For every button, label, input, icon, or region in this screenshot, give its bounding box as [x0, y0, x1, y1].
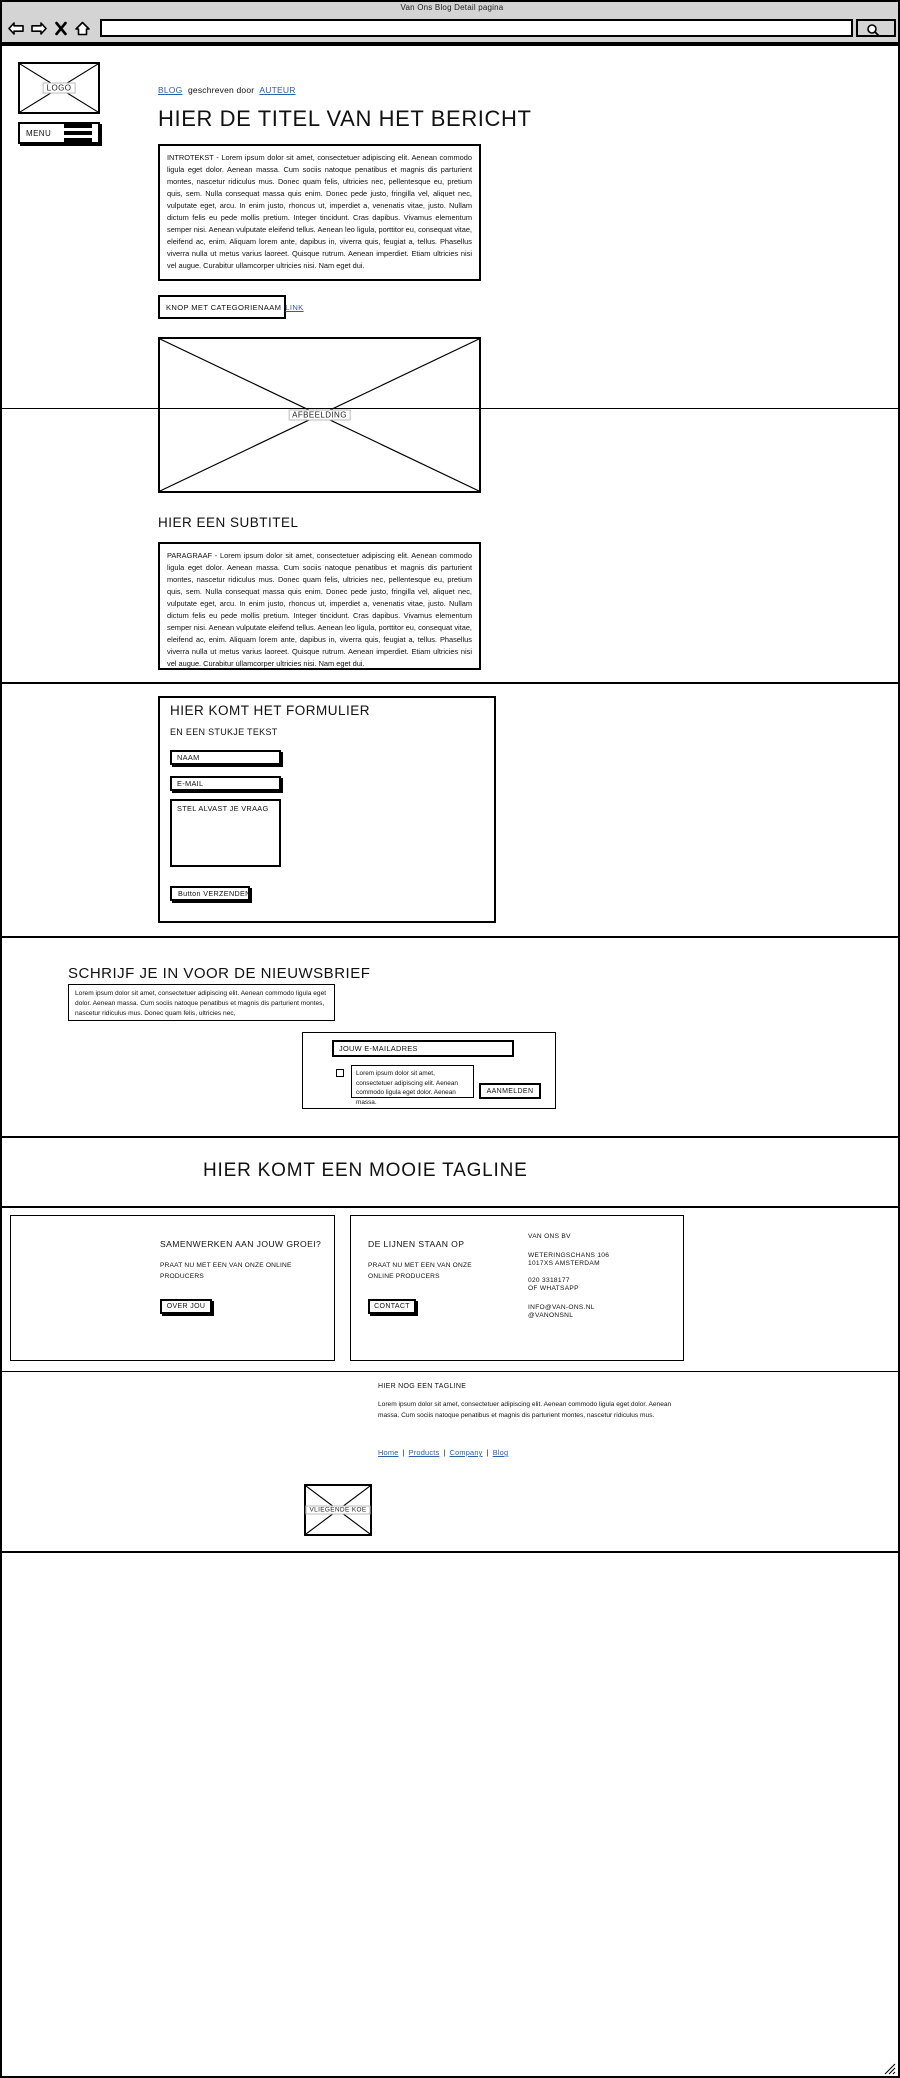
footer-body: Lorem ipsum dolor sit amet, consectetuer adipiscing elit. Aenean commodo ligula eget dolor. Aenean massa. Cum sociis natoque penatibus et magnis dis parturient montes, nascetur ridiculus mus.	[378, 1401, 672, 1419]
cta-left-title: SAMENWERKEN AAN JOUW GROEI?	[160, 1239, 322, 1249]
breadcrumb-blog-link[interactable]: BLOG	[158, 85, 183, 95]
company-email[interactable]: INFO@VAN-ONS.NL	[528, 1304, 595, 1311]
company-address-line1: WETERINGSCHANS 106	[528, 1252, 610, 1259]
section-divider-7	[0, 1551, 900, 1553]
section-divider-4	[0, 1136, 900, 1138]
logo-label: LOGO	[43, 83, 76, 94]
name-input[interactable]	[170, 750, 281, 765]
company-address-line2: 1017XS AMSTERDAM	[528, 1260, 600, 1267]
newsletter-submit-label: AANMELDEN	[486, 1087, 534, 1095]
newsletter-consent-checkbox[interactable]	[336, 1069, 344, 1077]
article-subtitle: HIER EEN SUBTITEL	[158, 515, 299, 530]
newsletter-consent-box	[351, 1065, 474, 1106]
question-textarea[interactable]	[170, 799, 281, 867]
question-textarea-placeholder: STEL ALVAST JE VRAAG	[177, 804, 269, 813]
menu-button-label: MENU	[26, 128, 52, 138]
search-button[interactable]	[856, 19, 896, 37]
newsletter-email-input[interactable]	[332, 1040, 514, 1057]
footer-link-products[interactable]: Products	[408, 1448, 440, 1457]
newsletter-title: SCHRIJF JE IN VOOR DE NIEUWSBRIEF	[68, 965, 371, 982]
resize-grip-icon[interactable]	[884, 2063, 896, 2075]
article-image-label: AFBEELDING	[288, 410, 351, 421]
category-button-link[interactable]: LINK	[285, 302, 304, 312]
contact-button[interactable]	[368, 1299, 416, 1314]
hamburger-icon	[64, 121, 92, 145]
breadcrumb	[158, 85, 296, 95]
over-jou-button[interactable]	[160, 1299, 212, 1314]
company-whatsapp[interactable]: OF WHATSAPP	[528, 1285, 579, 1292]
paragraph-text-box	[158, 542, 481, 670]
email-input-placeholder: E-MAIL	[177, 779, 204, 788]
contact-button-label: CONTACT	[374, 1303, 410, 1310]
section-divider-1	[0, 408, 900, 409]
footer-link-separator: |	[486, 1448, 489, 1457]
section-divider-3	[0, 936, 900, 938]
cta-right-body: PRAAT NU MET EEN VAN ONZE ONLINE PRODUCERS	[368, 1262, 472, 1280]
back-arrow-icon[interactable]	[8, 20, 25, 37]
home-icon[interactable]	[74, 20, 91, 37]
menu-button[interactable]	[18, 122, 100, 144]
footer-link-separator: |	[402, 1448, 405, 1457]
footer-link-home[interactable]: Home	[378, 1448, 399, 1457]
cta-right-title: DE LIJNEN STAAN OP	[368, 1239, 465, 1249]
main-tagline: HIER KOMT EEN MOOIE TAGLINE	[203, 1160, 528, 1181]
mascot-placeholder[interactable]	[304, 1484, 372, 1536]
section-divider-6	[0, 1371, 900, 1372]
search-icon	[866, 23, 880, 37]
category-button[interactable]	[158, 295, 304, 319]
browser-toolbar	[8, 15, 896, 41]
intro-text-box	[158, 144, 481, 281]
company-social[interactable]: @VANONSNL	[528, 1312, 574, 1319]
breadcrumb-author-link[interactable]: AUTEUR	[259, 85, 296, 95]
mascot-label: VLIEGENDE KOE	[305, 1506, 370, 1515]
article-image-placeholder[interactable]	[158, 337, 481, 493]
form-subtitle: EN EEN STUKJE TEKST	[170, 727, 278, 737]
cta-left-body: PRAAT NU MET EEN VAN ONZE ONLINE PRODUCERS	[160, 1262, 292, 1280]
newsletter-intro-text: Lorem ipsum dolor sit amet, consectetuer adipiscing elit. Aenean commodo ligula eget dolor. Aenean massa. Cum sociis natoque penatibus et magnis dis parturient montes, nascetur ridiculus mus. Donec quam felis, ultricies nec,	[75, 990, 327, 1018]
breadcrumb-middle-text: geschreven door	[187, 85, 255, 95]
category-button-label: KNOP MET CATEGORIENAAM	[166, 302, 282, 312]
newsletter-intro-box	[68, 984, 335, 1021]
footer-link-separator: |	[443, 1448, 446, 1457]
section-divider-5	[0, 1206, 900, 1208]
footer-tagline-title: HIER NOG EEN TAGLINE	[378, 1383, 467, 1390]
form-title: HIER KOMT HET FORMULIER	[170, 703, 371, 718]
name-input-placeholder: NAAM	[177, 753, 200, 762]
newsletter-submit-button[interactable]	[479, 1083, 541, 1099]
section-divider-2	[0, 682, 900, 684]
cta-left-panel	[10, 1215, 335, 1361]
company-phone[interactable]: 020 3318177	[528, 1277, 570, 1284]
browser-chrome	[0, 0, 900, 44]
company-name: VAN ONS BV	[528, 1233, 571, 1240]
window-title: Van Ons Blog Detail pagina	[400, 3, 504, 12]
form-submit-button[interactable]	[170, 886, 250, 901]
close-icon[interactable]	[52, 20, 69, 37]
logo-placeholder[interactable]	[18, 62, 100, 114]
page-title: HIER DE TITEL VAN HET BERICHT	[158, 106, 532, 131]
newsletter-consent-text: Lorem ipsum dolor sit amet, consectetuer adipiscing elit. Aenean commodo ligula eget dolor. Aenean massa.	[356, 1070, 458, 1106]
intro-text: INTROTEKST - Lorem ipsum dolor sit amet, consectetuer adipiscing elit. Aenean commodo ligula eget dolor. Aenean massa. Cum sociis natoque penatibus et magnis dis parturient montes, nascetur ridiculus mus. Donec quam felis, ultricies nec, pellentesque eu, pretium quis, sem. Nulla consequat massa quis enim. Donec pede justo, fringilla vel, aliquet nec, vulputate eget, arcu. In enim justo, rhoncus ut, imperdiet a, venenatis vitae, justo. Nullam dictum felis eu pede mollis pretium. Integer tincidunt. Cras dapibus. Vivamus elementum semper nisi. Aenean vulputate eleifend tellus. Aenean leo ligula, porttitor eu, consequat vitae, eleifend ac, enim. Aliquam lorem ante, dapibus in, viverra quis, feugiat a, tellus. Phasellus viverra nulla ut metus varius laoreet. Quisque rutrum. Aenean imperdiet. Etiam ultricies nisi vel augue. Curabitur ullamcorper ultricies nisi. Nam eget dui.	[167, 153, 472, 270]
paragraph-text: PARAGRAAF - Lorem ipsum dolor sit amet, consectetuer adipiscing elit. Aenean commodo ligula eget dolor. Aenean massa. Cum sociis natoque penatibus et magnis dis parturient montes, nascetur ridiculus mus. Donec quam felis, ultricies nec, pellentesque eu, pretium quis, sem. Nulla consequat massa quis enim. Donec pede justo, fringilla vel, aliquet nec, vulputate eget, arcu. In enim justo, rhoncus ut, imperdiet a, venenatis vitae, justo. Nullam dictum felis eu pede mollis pretium. Integer tincidunt. Cras dapibus. Vivamus elementum semper nisi. Aenean vulputate eleifend tellus. Aenean leo ligula, porttitor eu, consequat vitae, eleifend ac, enim. Aliquam lorem ante, dapibus in, viverra quis, feugiat a, tellus. Phasellus viverra nulla ut metus varius laoreet. Quisque rutrum. Aenean imperdiet. Etiam ultricies nisi vel augue. Curabitur ullamcorper ultricies nisi. Nam eget dui.	[167, 551, 472, 668]
over-jou-button-label: OVER JOU	[166, 1303, 206, 1310]
footer-link-blog[interactable]: Blog	[492, 1448, 509, 1457]
footer-link-company[interactable]: Company	[449, 1448, 483, 1457]
email-input[interactable]	[170, 776, 281, 791]
footer-links	[378, 1448, 508, 1457]
forward-arrow-icon[interactable]	[30, 20, 47, 37]
newsletter-email-placeholder: JOUW E-MAILADRES	[339, 1044, 418, 1053]
url-input[interactable]	[100, 19, 853, 37]
form-submit-label: Button VERZENDEN	[178, 889, 251, 898]
cta-right-panel	[350, 1215, 684, 1361]
